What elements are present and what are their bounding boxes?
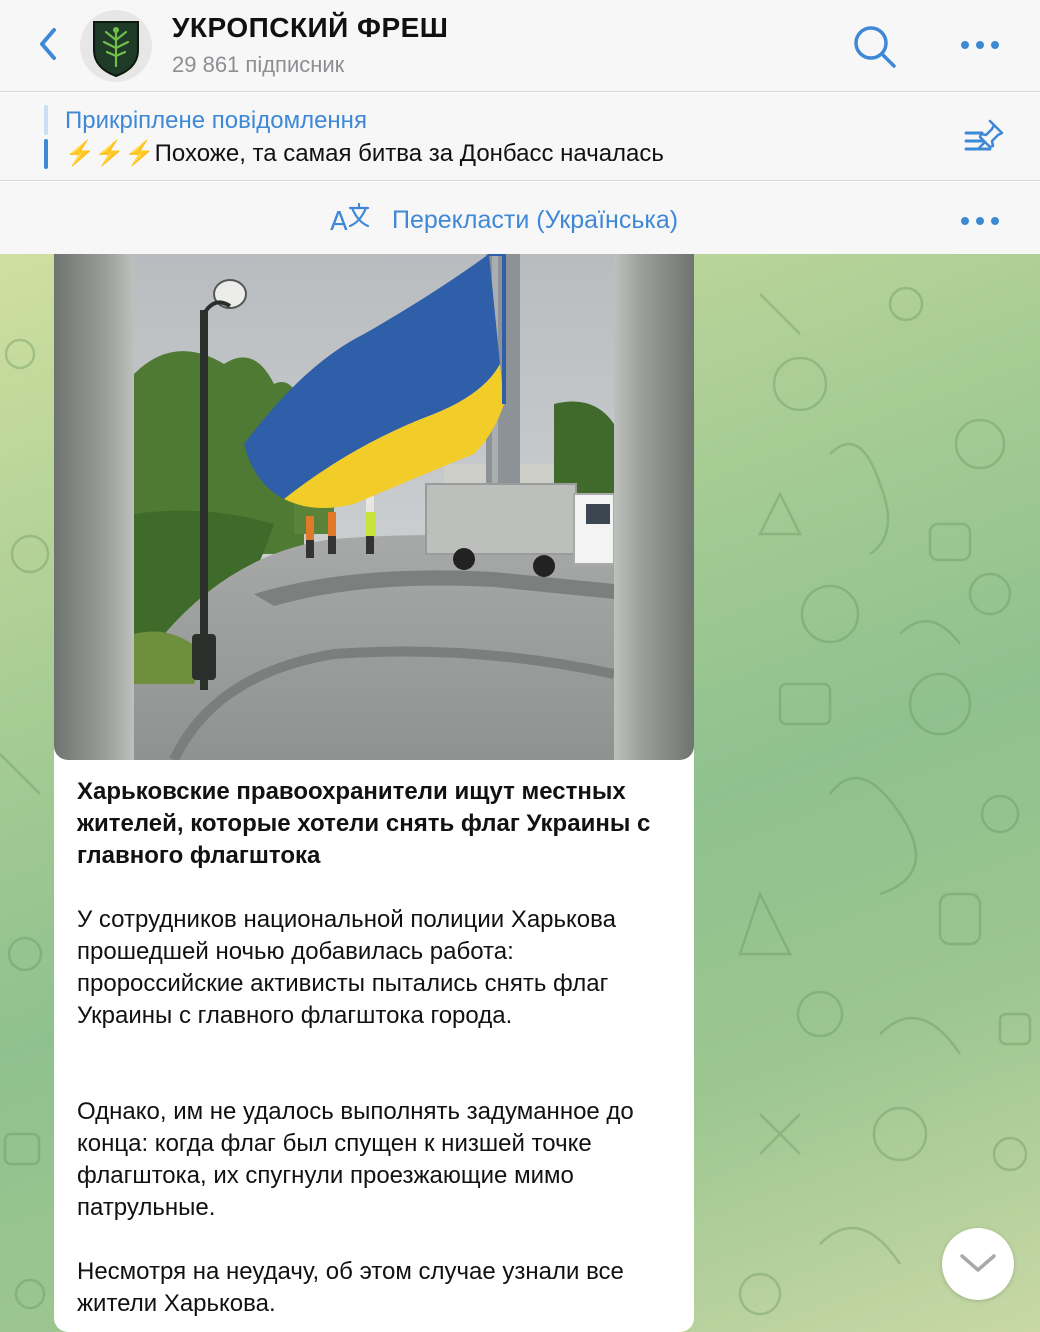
translate-button[interactable] xyxy=(328,200,372,240)
svg-text:A: A xyxy=(330,207,348,237)
post-paragraph: У сотрудников национальной полиции Харькова прошедшей ночью добавилась работа: пророссийские активисты пытались снять флаг Украины с главного флагштока города. xyxy=(77,906,616,1029)
pinned-preview xyxy=(65,139,664,168)
pinned-label: Прикріплене повідомлення xyxy=(65,107,367,134)
post-headline: Харьковские правоохранители ищут местных жителей, которые хотели снять флаг Украины с главного флагштока xyxy=(77,778,651,869)
translate-icon xyxy=(328,200,372,240)
translate-more-button[interactable] xyxy=(955,204,1005,238)
pinned-indicator xyxy=(44,105,48,169)
post-photo[interactable] xyxy=(54,254,694,760)
pinned-text: Похоже, та самая битва за Донбасс началась xyxy=(154,140,664,167)
chat-area[interactable] xyxy=(0,254,1040,1332)
pinned-message-bar[interactable] xyxy=(0,93,1040,181)
search-button[interactable] xyxy=(850,22,900,72)
back-button[interactable] xyxy=(30,22,70,66)
translate-label[interactable]: Перекласти (Українська) xyxy=(392,206,679,234)
channel-post[interactable] xyxy=(54,254,694,1332)
channel-title[interactable]: УКРОПСКИЙ ФРЕШ xyxy=(172,12,449,43)
pinned-emoji: ⚡️⚡️⚡️ xyxy=(65,140,155,167)
chevron-left-icon xyxy=(30,22,70,66)
post-paragraph: Однако, им не удалось выполнять задуманное до конца: когда флаг был спущен к низшей точке флагштока, их спугнули проезжающие мимо патрульные. xyxy=(77,1098,634,1221)
translate-bar xyxy=(0,182,1040,254)
search-icon xyxy=(850,22,900,72)
chat-header xyxy=(0,0,1040,92)
pinned-list-icon xyxy=(962,117,1008,157)
flag-photo xyxy=(134,254,614,760)
more-horizontal-icon xyxy=(955,204,1005,238)
more-horizontal-icon xyxy=(955,28,1005,62)
more-options-button[interactable] xyxy=(955,28,1005,62)
pinned-list-button[interactable] xyxy=(962,117,1008,157)
post-paragraph: Несмотря на неудачу, об этом случае узнали все жители Харькова. xyxy=(77,1258,624,1317)
subscriber-count: 29 861 підписник xyxy=(172,52,345,77)
scroll-to-bottom-button[interactable] xyxy=(942,1228,1014,1300)
channel-logo-icon xyxy=(80,10,152,82)
chevron-down-icon xyxy=(958,1250,998,1278)
channel-avatar[interactable] xyxy=(80,10,152,82)
